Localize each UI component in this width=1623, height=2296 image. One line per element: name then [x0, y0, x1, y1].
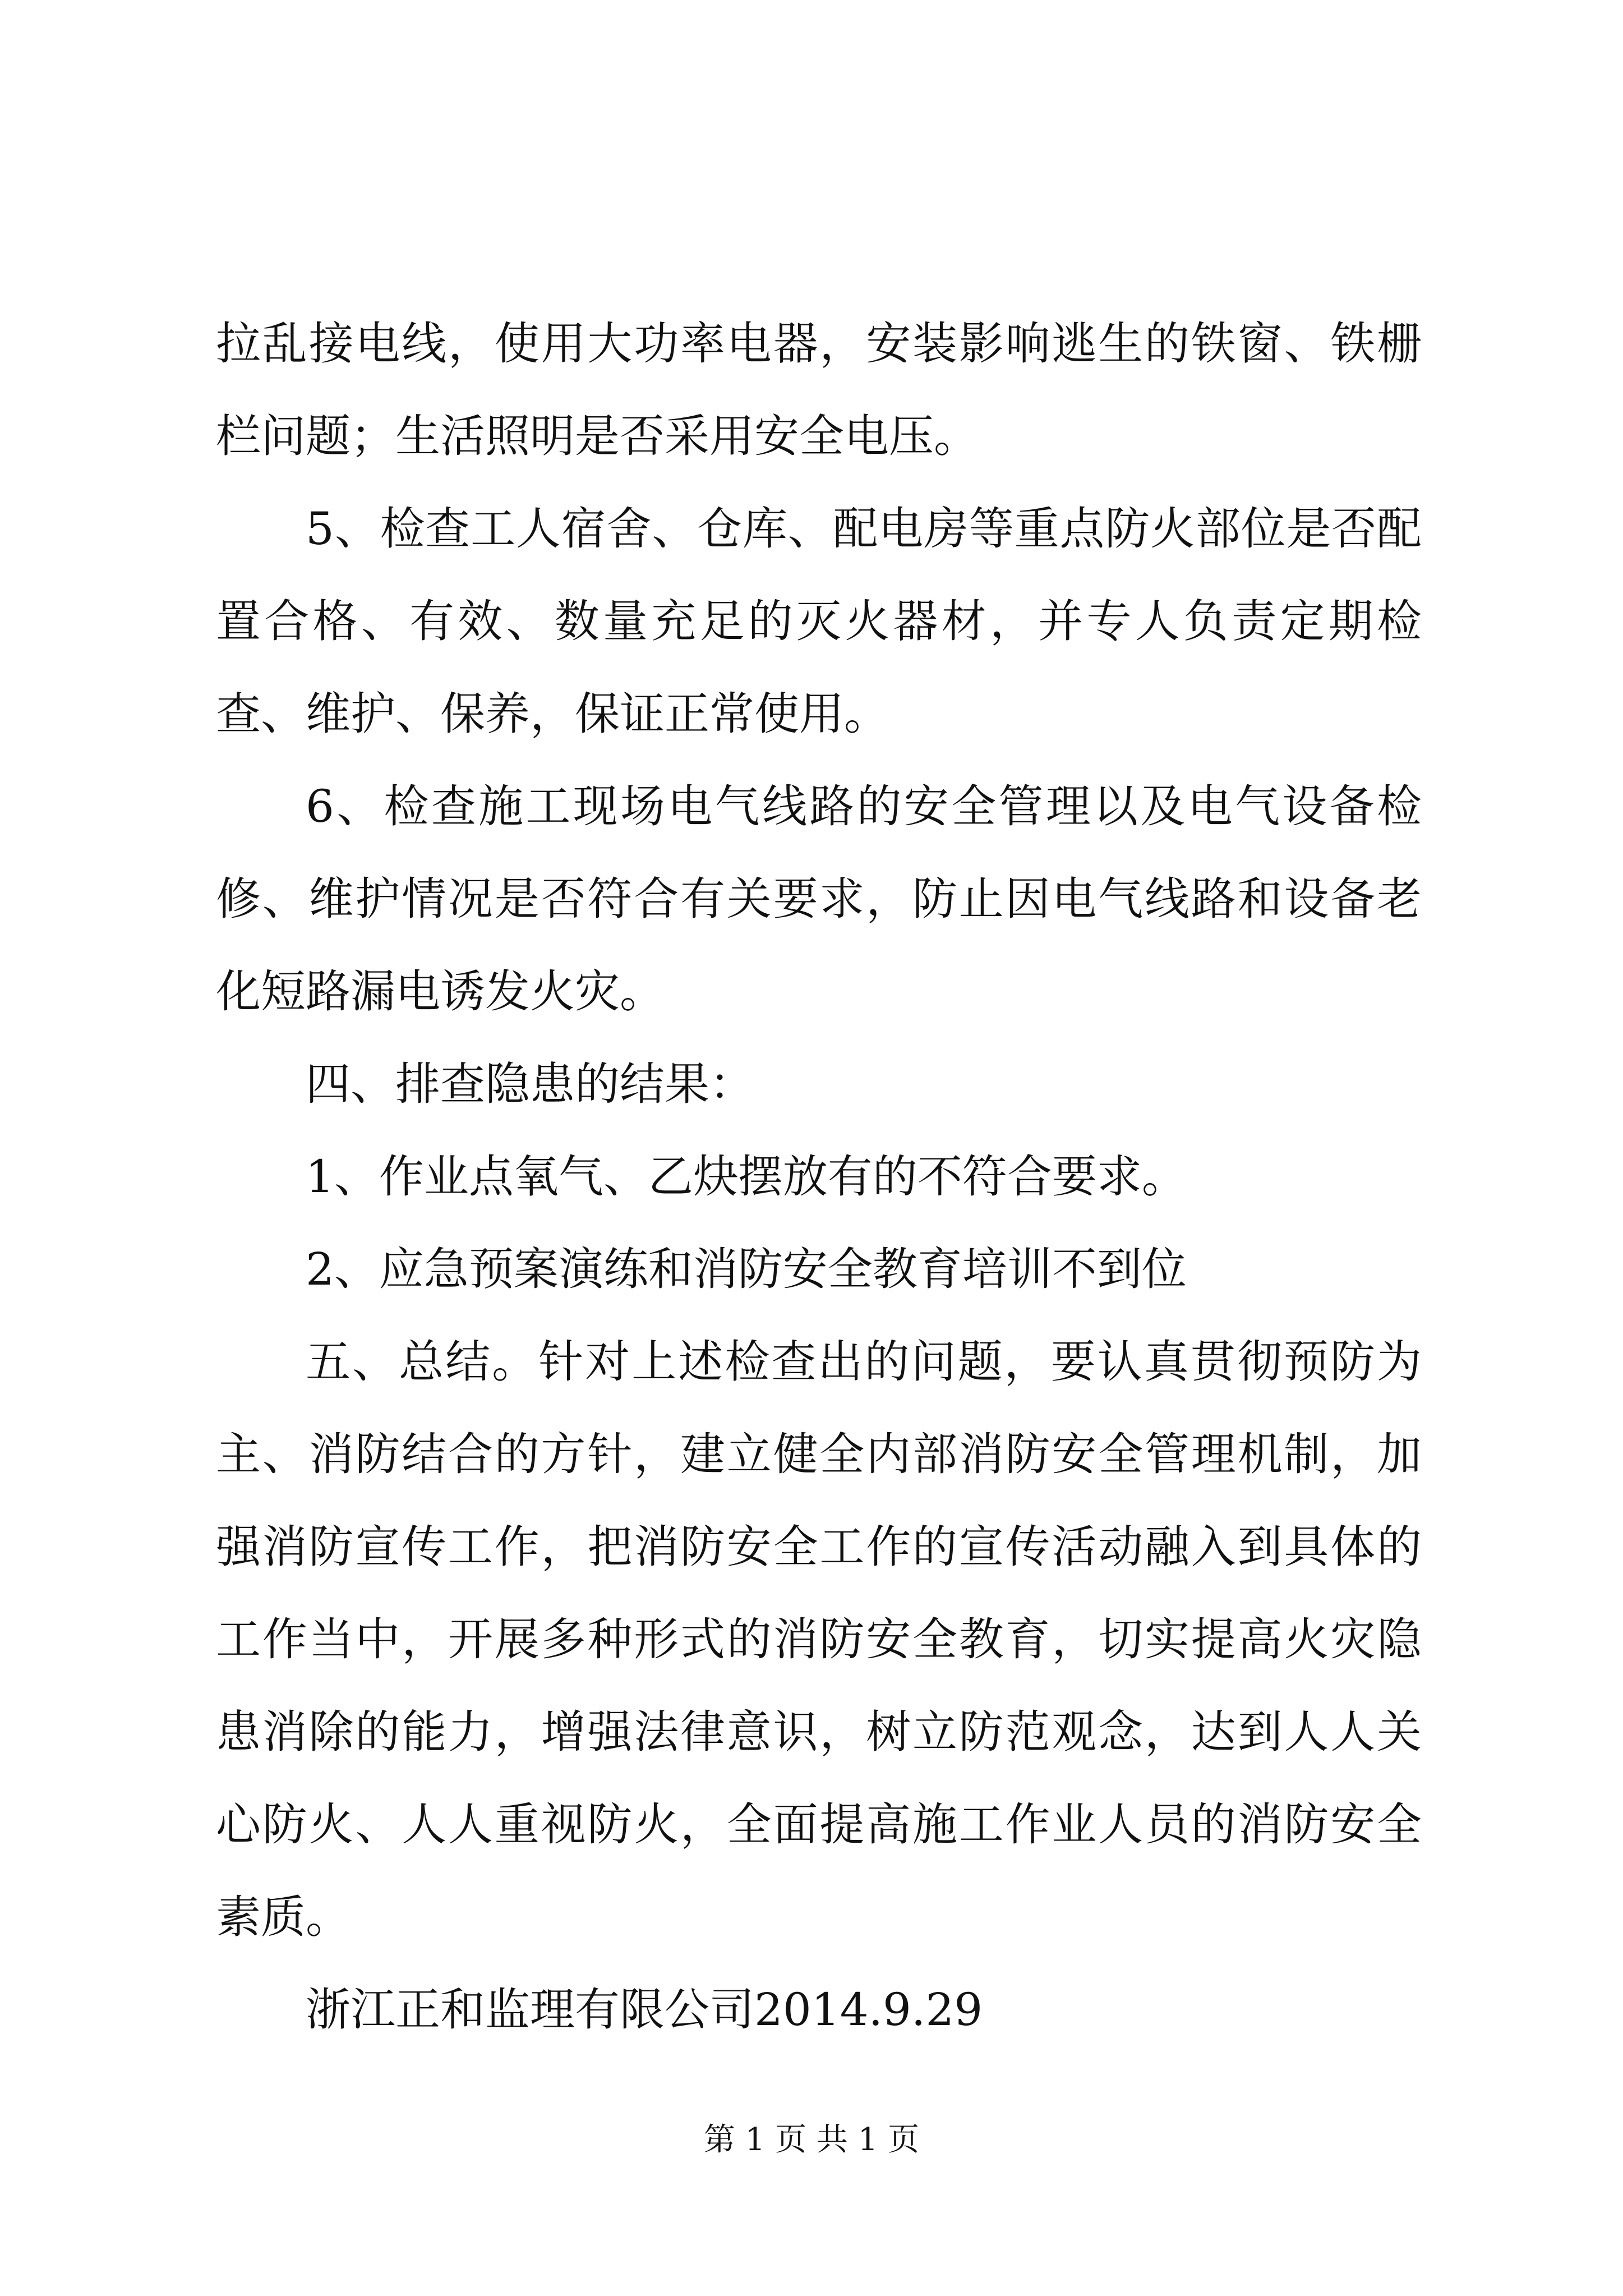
paragraph-result-1: 1、作业点氧气、乙炔摆放有的不符合要求。 [306, 1151, 1187, 1203]
paragraph-continuation: 拉乱接电线，使用大功率电器，安装影响逃生的铁窗、铁栅栏问题；生活照明是否采用安全电压。 [216, 318, 1422, 462]
document-body [216, 297, 1422, 2056]
section-heading-results: 四、排查隐患的结果： [306, 1058, 754, 1110]
paragraph-item-6: 6、检查施工现场电气线路的安全管理以及电气设备检修、维护情况是否符合有关要求，防止因电气线路和设备老化短路漏电诱发火灾。 [216, 780, 1422, 1018]
paragraph-result-2: 2、应急预案演练和消防安全教育培训不到位 [306, 1243, 1187, 1295]
paragraph-summary: 五、总结。针对上述检查出的问题，要认真贯彻预防为主、消防结合的方针，建立健全内部消防安全管理机制，加强消防宣传工作，把消防安全工作的宣传活动融入到具体的工作当中，开展多种形式的消防安全教育，切实提高火灾隐患消除的能力，增强法律意识，树立防范观念，达到人人关心防火、人人重视防火，全面提高施工作业人员的消防安全素质。 [216, 1336, 1422, 1943]
page-number-footer: 第 1 页 共 1 页 [703, 2122, 920, 2158]
signature-line: 浙江正和监理有限公司2014.9.29 [306, 1984, 983, 2036]
paragraph-item-5: 5、检查工人宿舍、仓库、配电房等重点防火部位是否配置合格、有效、数量充足的灭火器材，并专人负责定期检查、维护、保养，保证正常使用。 [216, 503, 1422, 740]
